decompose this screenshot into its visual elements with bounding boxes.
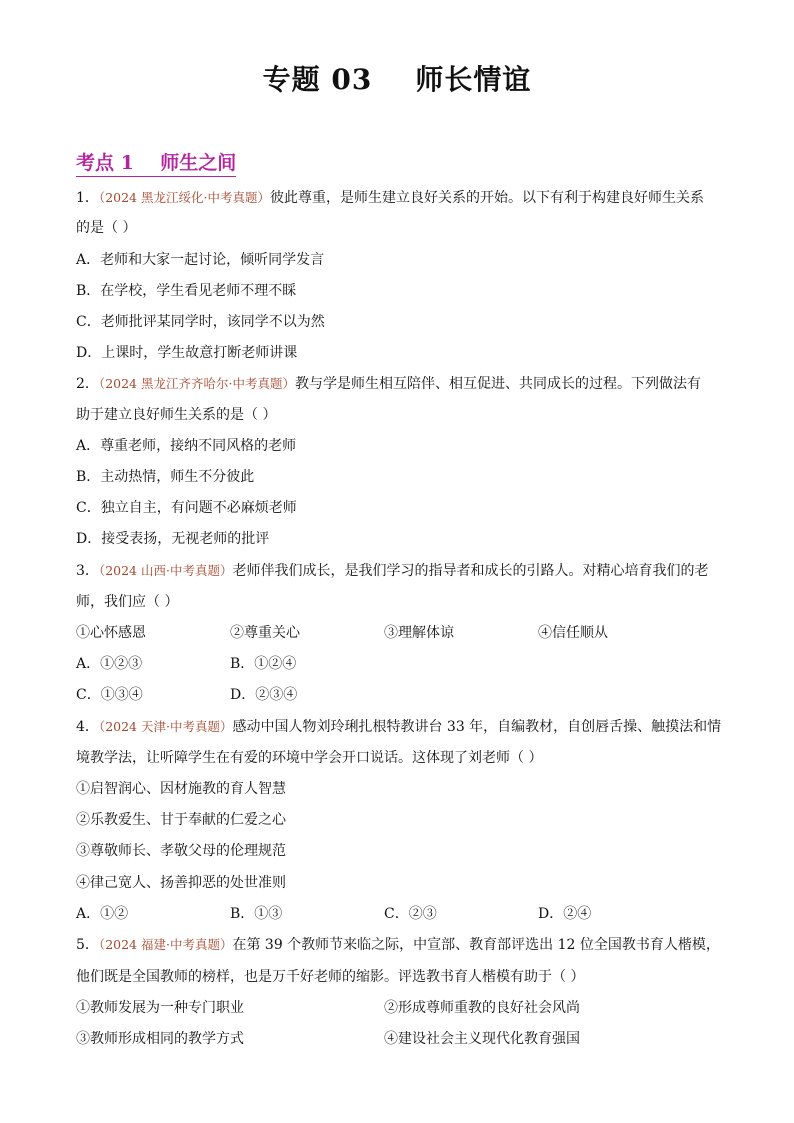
question-text: 彼此尊重，是师生建立良好关系的开始。以下有利于构建良好师生关系: [269, 190, 704, 206]
source-close: ）: [219, 719, 233, 734]
statement-3: ③理解体谅: [384, 625, 454, 641]
question-number: 3．: [76, 563, 99, 579]
statement-4: ④建设社会主义现代化教育强国: [384, 1031, 580, 1047]
question-3-option-c: C．①③④: [76, 687, 143, 703]
question-4-option-c: C．②③: [384, 906, 437, 922]
question-5-statements-12: [76, 998, 716, 1018]
question-source: 2024 黑龙江齐齐哈尔·中考真题: [105, 376, 283, 391]
question-3-options-cd: [76, 685, 716, 705]
question-number: 5．: [76, 937, 99, 953]
question-2-stem: [76, 374, 701, 394]
source-close: ）: [219, 563, 233, 578]
question-text: 感动中国人物刘玲琍扎根特教讲台 33 年，自编教材，自创唇舌操、触摸法和情: [232, 719, 722, 735]
question-source: 2024 天津·中考真题: [105, 719, 220, 734]
question-4-statement-4: ④律己宽人、扬善抑恶的处世准则: [76, 875, 286, 891]
question-5-statements-34: [76, 1029, 716, 1049]
source-open: （: [98, 190, 106, 205]
source-close: ）: [282, 376, 295, 391]
question-1-stem-cont: 的是（ ）: [76, 220, 137, 236]
page-title: 专题 03 师长情谊: [262, 63, 532, 96]
question-2-option-c: C．独立自主，有问题不必麻烦老师: [76, 500, 297, 516]
question-1-option-d: D．上课时，学生故意打断老师讲课: [76, 345, 298, 361]
question-number: 2．: [76, 376, 99, 392]
source-open: （: [98, 376, 106, 391]
question-2-option-b: B．主动热情，师生不分彼此: [76, 469, 255, 485]
question-1-option-c: C．老师批评某同学时，该同学不以为然: [76, 314, 325, 330]
question-number: 4．: [76, 719, 99, 735]
question-text: 在第 39 个教师节来临之际，中宣部、教育部评选出 12 位全国教书育人楷模，: [232, 937, 720, 953]
statement-1: ①心怀感恩: [76, 625, 146, 641]
source-close: ）: [257, 190, 270, 205]
statement-1: ①教师发展为一种专门职业: [76, 1000, 244, 1016]
question-source: 2024 山西·中考真题: [105, 563, 220, 578]
question-source: 2024 福建·中考真题: [105, 937, 220, 952]
source-open: （: [98, 719, 106, 734]
question-4-options: [76, 904, 716, 924]
statement-3: ③教师形成相同的教学方式: [76, 1031, 244, 1047]
question-2-stem-cont: 助于建立良好师生关系的是（ ）: [76, 407, 277, 423]
question-4-stem-cont: 境教学法，让听障学生在有爱的环境中学会开口说话。这体现了刘老师（ ）: [76, 750, 543, 766]
question-3-option-a: A．①②③: [76, 656, 143, 672]
question-1-stem: [76, 188, 704, 208]
question-5-stem-cont: 他们既是全国教师的榜样，也是万千好老师的缩影。评选教书育人楷模有助于（ ）: [76, 969, 585, 985]
question-4-statement-1: ①启智润心、因材施教的育人智慧: [76, 781, 286, 797]
source-close: ）: [219, 937, 233, 952]
question-4-stem: [76, 717, 721, 737]
question-3-option-b: B．①②④: [230, 656, 297, 672]
question-5-stem: [76, 935, 720, 955]
question-number: 1．: [76, 190, 99, 206]
question-2-option-a: A．尊重老师，接纳不同风格的老师: [76, 438, 297, 454]
question-4-statement-2: ②乐教爱生、甘于奉献的仁爱之心: [76, 812, 286, 828]
question-3-stem-cont: 师，我们应（ ）: [76, 594, 179, 610]
source-open: （: [98, 563, 106, 578]
statement-2: ②尊重关心: [230, 625, 300, 641]
question-1-option-b: B．在学校，学生看见老师不理不睬: [76, 283, 297, 299]
statement-4: ④信任顺从: [538, 625, 608, 641]
source-open: （: [98, 937, 106, 952]
statement-2: ②形成尊师重教的良好社会风尚: [384, 1000, 580, 1016]
question-text: 教与学是师生相互陪伴、相互促进、共同成长的过程。下列做法有: [294, 376, 701, 392]
question-text: 老师伴我们成长，是我们学习的指导者和成长的引路人。对精心培育我们的老: [232, 563, 709, 579]
question-1-option-a: A．老师和大家一起讨论，倾听同学发言: [76, 252, 325, 268]
section-heading: 考点 1 师生之间: [76, 148, 236, 175]
question-4-option-d: D．②④: [538, 906, 592, 922]
question-3-stem: [76, 561, 708, 581]
question-4-statement-3: ③尊敬师长、孝敬父母的伦理规范: [76, 843, 286, 859]
question-3-options-ab: [76, 654, 716, 674]
question-4-option-a: A．①②: [76, 906, 129, 922]
question-2-option-d: D．接受表扬，无视老师的批评: [76, 531, 270, 547]
question-source: 2024 黑龙江绥化·中考真题: [105, 190, 258, 205]
question-3-statements: [76, 623, 716, 643]
question-4-option-b: B．①③: [230, 906, 283, 922]
question-3-option-d: D．②③④: [230, 687, 298, 703]
